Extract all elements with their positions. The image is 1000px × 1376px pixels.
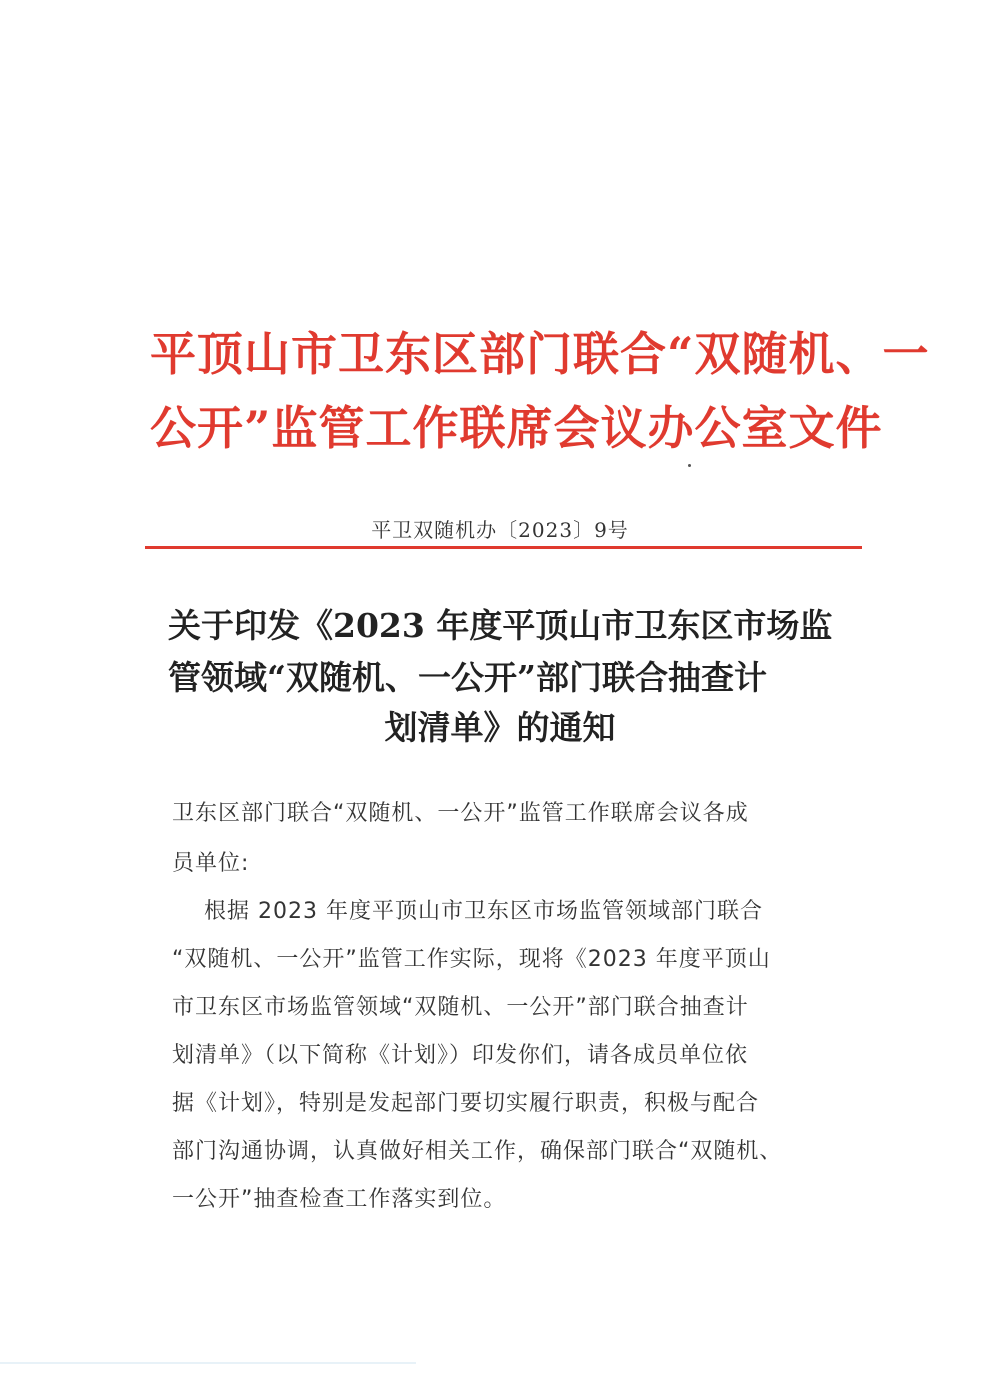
scan-edge-mark [0,1362,416,1364]
scan-speck [688,464,691,467]
body-line: 员单位: [172,851,250,876]
body-line: 卫东区部门联合“双随机、一公开”监管工作联席会议各成 [172,801,749,826]
body-line: 根据 2023 年度平顶山市卫东区市场监管领域部门联合 [172,899,763,924]
body-line: 一公开”抽查检查工作落实到位。 [172,1187,507,1212]
red-divider-line [145,546,862,549]
notice-title-line-1: 关于印发《2023 年度平顶山市卫东区市场监 [168,606,833,645]
body-line: “双随机、一公开”监管工作实际，现将《2023 年度平顶山 [172,947,771,972]
body-line: 市卫东区市场监管领域“双随机、一公开”部门联合抽查计 [172,995,749,1020]
body-line: 部门沟通协调，认真做好相关工作，确保部门联合“双随机、 [172,1139,783,1164]
document-number: 平卫双随机办〔2023〕9号 [371,518,629,542]
header-title-line-2: 公开”监管工作联席会议办公室文件 [150,401,883,455]
body-line: 划清单》（以下简称《计划》）印发你们，请各成员单位依 [172,1043,749,1068]
body-line: 据《计划》，特别是发起部门要切实履行职责，积极与配合 [172,1091,760,1116]
notice-title-line-2: 管领域“双随机、一公开”部门联合抽查计 [168,658,767,697]
header-title-line-1: 平顶山市卫东区部门联合“双随机、一 [150,327,930,381]
notice-title-line-3: 划清单》的通知 [384,708,616,747]
